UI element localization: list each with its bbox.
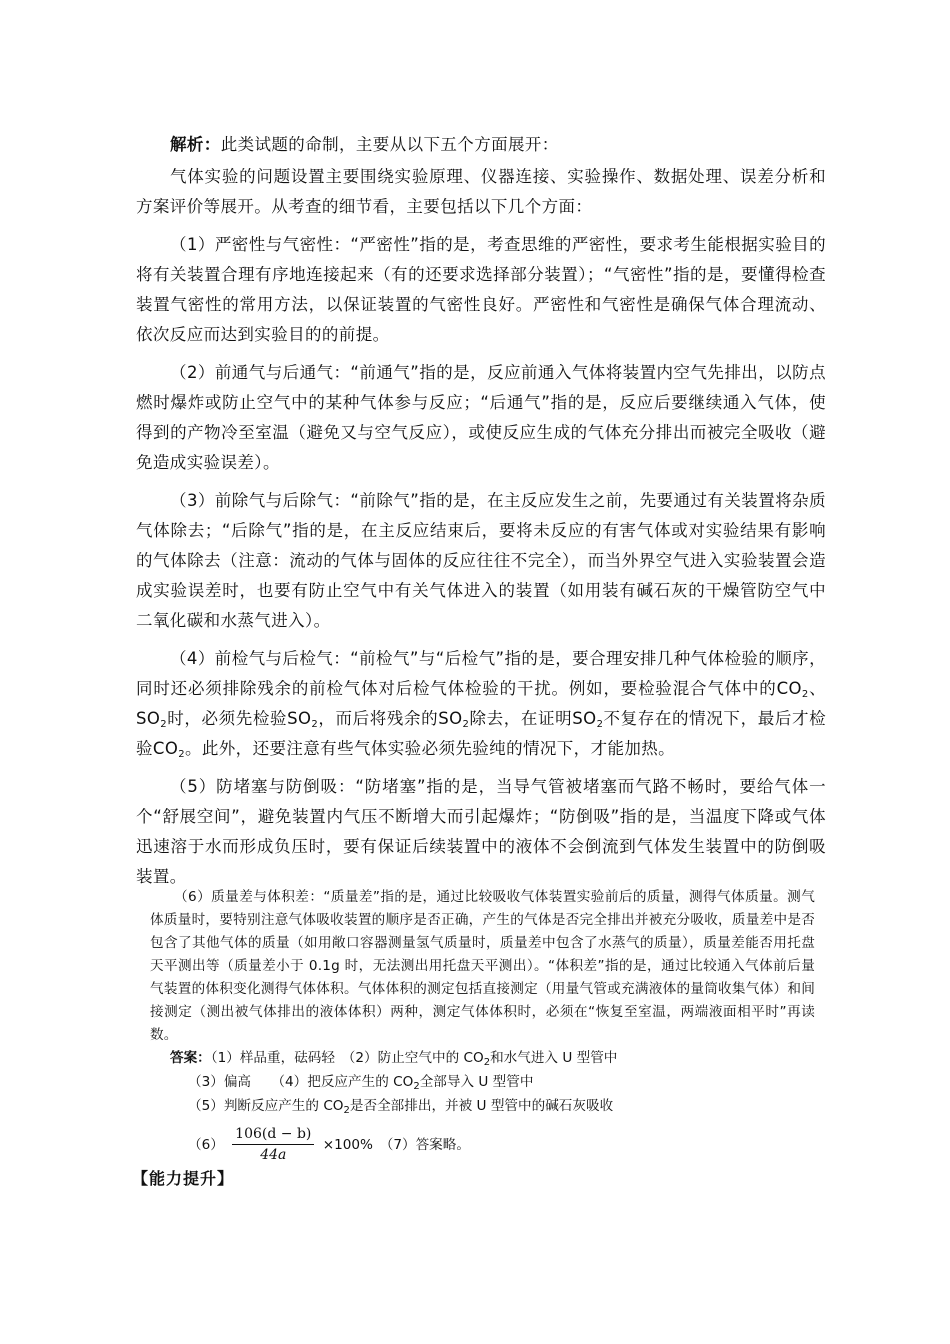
analysis-intro-text: 此类试题的命制，主要从以下五个方面展开：	[220, 135, 559, 154]
paragraph-mass-volume-difference: （6）质量差与体积差：“质量差”指的是，通过比较吸收气体装置实验前后的质量，测得气体质量。测气体质量时，要特别注意气体吸收装置的顺序是否正确，产生的气体是否完全排出并被充分吸收，质量差中是否包含了其他气体的质量（如用敞口容器测量氢气质量时，质量差中包含了水蒸气的质量），质量差能否用托盘天平测出等（质量差小于 0.1g 时，无法测出用托盘天平测出）。“体积差”指的是，通过比较通入气体前后量气装置的体积变化测得气体体积。气体体积的测定包括直接测定（用量气管或充满液体的量筒收集气体）和间接测定（测出被气体排出的液体体积）两种，测定气体体积时，必须在“恢复至室温，两端液面相平时”再读数。	[150, 889, 815, 1043]
answer-formula-fraction	[232, 1124, 314, 1165]
answers-label: 答案：	[170, 1050, 211, 1066]
paragraph-gas-removal: （3）前除气与后除气：“前除气”指的是，在主反应发生之前，先要通过有关装置将杂质气体除去；“后除气”指的是，在主反应结束后，要将未反应的有害气体或对实验结果有影响的气体除去（注意：流动的气体与固体的反应往往不完全），而当外界空气进入实验装置会造成实验误差时，也要有防止空气中有关气体进入的装置（如用装有碱石灰的干燥管防空气中二氧化碳和水蒸气进入）。	[136, 491, 826, 630]
fraction-denominator: 44a	[260, 1147, 287, 1163]
section-title-ability-improvement: 【能力提升】	[132, 1169, 235, 1188]
paragraph-tightness: （1）严密性与气密性：“严密性”指的是，考查思维的严密性，要求考生能根据实验目的将有关装置合理有序地连接起来（有的还要求选择部分装置）；“气密性”指的是，要懂得检查装置气密性的常用方法，以保证装置的气密性良好。严密性和气密性是确保气体合理流动、依次反应而达到实验目的的前提。	[136, 235, 826, 344]
answer-row-3: （5）判断反应产生的 $CO_2$是否全部排出，并被 U 型管中的碱石灰吸收	[188, 1098, 614, 1116]
answer-row-4: （6） $\frac{106(d - b)}{44a}$ ×100% （7）答案略。	[188, 1126, 470, 1163]
paragraph-anti-blockage: （5）防堵塞与防倒吸：“防堵塞”指的是，当导气管被堵塞而气路不畅时，要给气体一个“舒展空间”，避免装置内气压不断增大而引起爆炸；“防倒吸”指的是，当温度下降或气体迅速溶于水而形成负压时，要有保证后续装置中的液体不会倒流到气体发生装置中的防倒吸装置。	[136, 777, 826, 886]
answers-section	[170, 1046, 810, 1172]
analysis-section	[136, 130, 826, 900]
paragraph-gas-detection: （4）前检气与后检气：“前检气”与“后检气”指的是，要合理安排几种气体检验的顺序，同时还必须排除残余的前检气体对后检气体检验的干扰。例如，要检验混合气体中的$CO_2$、$SO_2$时，必须先检验$SO_2$，而后将残余的$SO_2$除去，在证明$SO_2$不复存在的情况下，最后才检验$CO_2$。此外，还要注意有些气体实验必须先验纯的情况下，才能加热。	[136, 649, 826, 760]
paragraph-ventilation: （2）前通气与后通气：“前通气”指的是，反应前通入气体将装置内空气先排出，以防点燃时爆炸或防止空气中的某种气体参与反应；“后通气”指的是，反应后要继续通入气体，使得到的产物冷至室温（避免又与空气反应），或使反应生成的气体充分排出而被完全吸收（避免造成实验误差）。	[136, 363, 826, 472]
fraction-numerator: 106(d − b)	[232, 1124, 314, 1145]
answer-row-2: （3）偏高 （4）把反应产生的 $CO_2$全部导入 U 型管中	[188, 1074, 534, 1092]
answer-row-1: 答案：（1）样品重，砝码轻 （2）防止空气中的 $CO_2$和水气进入 U 型管中	[170, 1050, 618, 1068]
analysis-label: 解析：	[170, 135, 221, 154]
analysis-intro	[136, 130, 826, 160]
item6-section	[150, 886, 815, 1047]
paragraph-overview: 气体实验的问题设置主要围绕实验原理、仪器连接、实验操作、数据处理、误差分析和方案评价等展开。从考查的细节看，主要包括以下几个方面：	[136, 167, 826, 216]
